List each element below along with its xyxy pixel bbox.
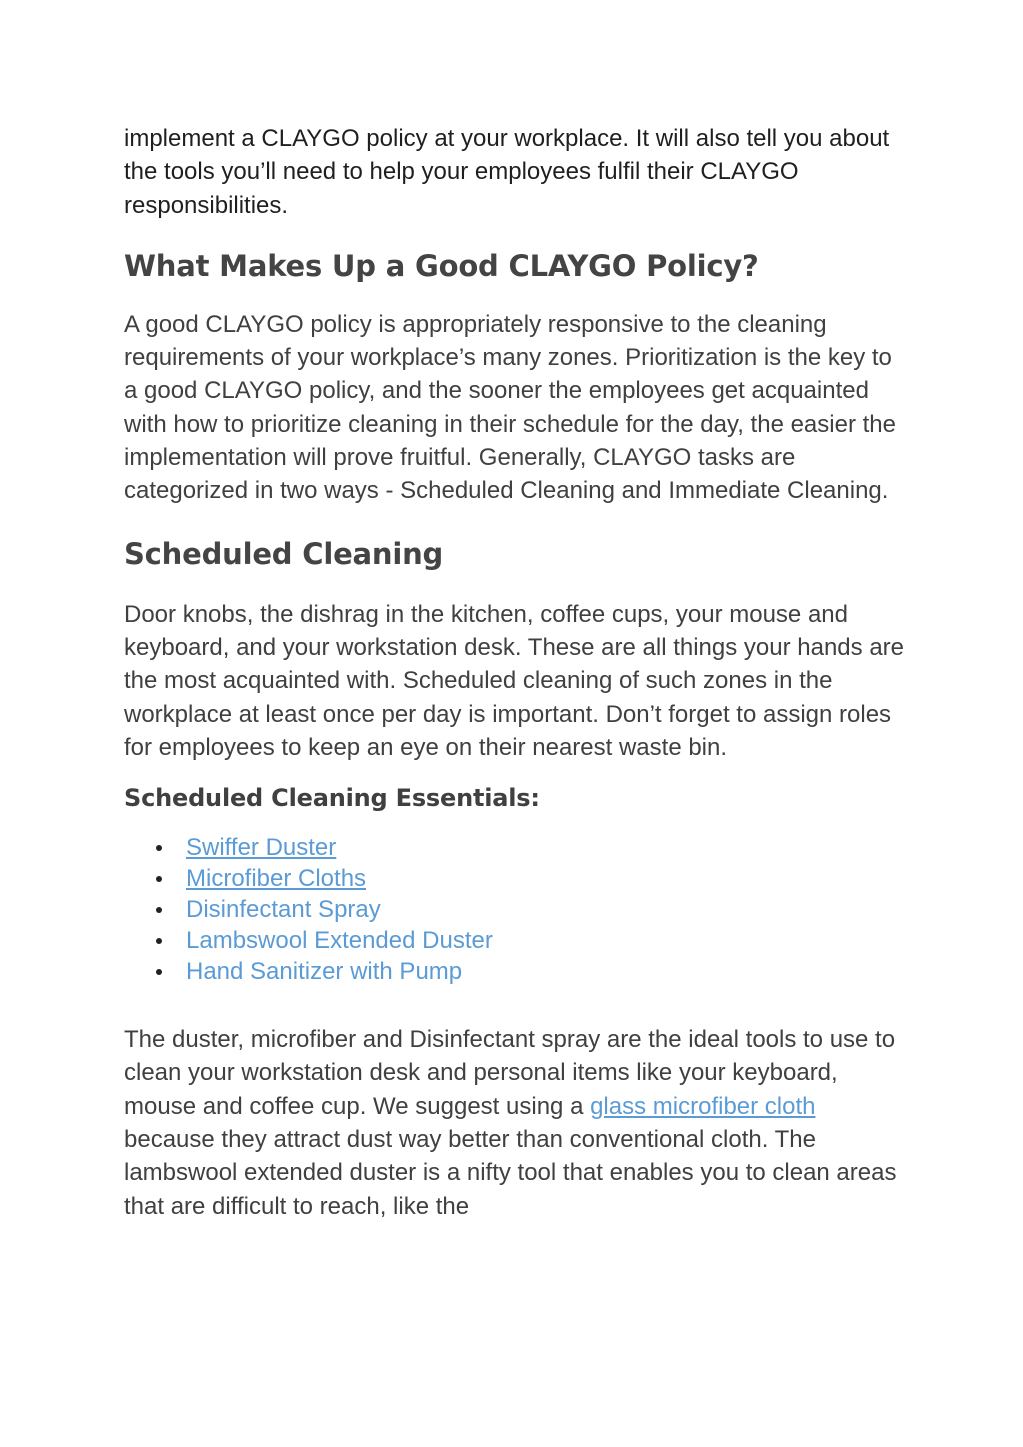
list-item xyxy=(124,832,904,863)
list-item xyxy=(124,925,904,956)
document-page xyxy=(124,122,904,1223)
heading-good-claygo-policy: What Makes Up a Good CLAYGO Policy? xyxy=(124,248,759,283)
closing-paragraph xyxy=(124,1023,904,1223)
bullet-dot-icon xyxy=(156,876,162,882)
closing-text-before-link: The duster, microfiber and Disinfectant spray are the ideal tools to use to clean your workstation desk and personal items like your keyboard, mouse and coffee cup. We suggest using a xyxy=(124,1026,896,1120)
link-hand-sanitizer-with-pump[interactable]: Hand Sanitizer with Pump xyxy=(186,958,463,986)
bullet-dot-icon xyxy=(156,938,162,944)
list-item xyxy=(124,894,904,925)
link-disinfectant-spray[interactable]: Disinfectant Spray xyxy=(186,896,381,924)
heading-cleaning-essentials: Scheduled Cleaning Essentials: xyxy=(124,784,540,813)
list-item xyxy=(124,956,904,987)
link-glass-microfiber-cloth[interactable]: glass microfiber cloth xyxy=(590,1092,816,1120)
list-item xyxy=(124,863,904,894)
bullet-dot-icon xyxy=(156,907,162,913)
link-microfiber-cloths[interactable]: Microfiber Cloths xyxy=(186,865,367,893)
good-policy-paragraph: A good CLAYGO policy is appropriately responsive to the cleaning requirements of your workplace’s many zones. Prioritization is the key to a good CLAYGO policy, and the sooner the employees get acquainted with how to prioritize cleaning in their schedule for the day, the easier the implementation will prove fruitful. Generally, CLAYGO tasks are categorized in two ways - Scheduled Cleaning and Immediate Cleaning. xyxy=(124,310,896,505)
essentials-list xyxy=(124,832,904,987)
scheduled-cleaning-paragraph: Door knobs, the dishrag in the kitchen, coffee cups, your mouse and keyboard, and your workstation desk. These are all things your hands are the most acquainted with. Scheduled cleaning of such zones in the workplace at least once per day is important. Don’t forget to assign roles for employees to keep an eye on their nearest waste bin. xyxy=(124,600,904,761)
link-swiffer-duster[interactable]: Swiffer Duster xyxy=(186,834,337,862)
intro-paragraph: implement a CLAYGO policy at your workplace. It will also tell you about the tools you’ll need to help your employees fulfil their CLAYGO responsibilities. xyxy=(124,125,890,219)
bullet-dot-icon xyxy=(156,969,162,975)
bullet-dot-icon xyxy=(156,845,162,851)
closing-text-after-link: because they attract dust way better than conventional cloth. The lambswool extended duster is a nifty tool that enables you to clean areas that are difficult to reach, like the xyxy=(124,1126,897,1220)
heading-scheduled-cleaning: Scheduled Cleaning xyxy=(124,536,444,571)
link-lambswool-extended-duster[interactable]: Lambswool Extended Duster xyxy=(186,927,493,955)
